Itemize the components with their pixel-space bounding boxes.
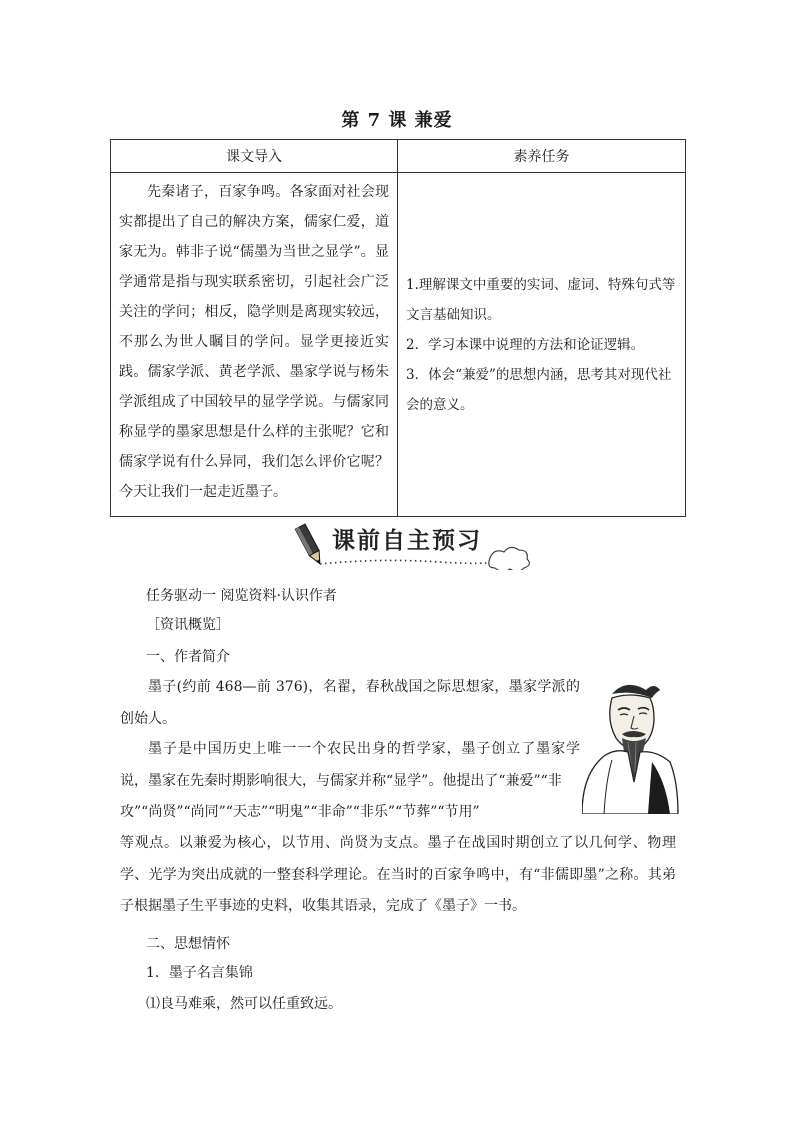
preview-banner [290, 518, 535, 570]
task-item: 1.理解课文中重要的实词、虚词、特殊句式等文言基础知识。 [406, 276, 676, 323]
lesson-title: 第 7 课 兼爱 [341, 110, 453, 131]
author-paragraph-1: 墨子(约前 468—前 376)，名翟，春秋战国之际思想家，墨家学派的创始人。 [120, 679, 580, 727]
header-literacy-tasks: 素养任务 [398, 140, 686, 173]
lesson-intro-table [110, 139, 686, 517]
task-item: 2．学习本课中说理的方法和论证逻辑。 [406, 336, 645, 353]
info-overview-label: ［资讯概览］ [146, 617, 230, 633]
author-paragraph-2b: 攻”“尚贤”“尚同”“天志”“明鬼”“非命”“非乐”“节葬”“节用” [120, 804, 480, 820]
author-paragraph-2c: 等观点。以兼爱为核心，以节用、尚贤为支点。墨子在战国时期创立了以几何学、物理学、光学为突出成就的一整套科学理论。在当时的百家争鸣中，有“非儒即墨”之称。其弟子根据墨子生平事迹的史料，收集其语录，完成了《墨子》一书。 [120, 835, 676, 914]
author-paragraph-2a: 墨子是中国历史上唯一一个农民出身的哲学家，墨子创立了墨家学说，墨家在先秦时期影响很大，与儒家并称“显学”。他提出了“兼爱”“非 [120, 741, 580, 789]
mozi-portrait-image [582, 676, 680, 814]
banner-title: 课前自主预习 [332, 527, 482, 554]
tasks-cell [398, 173, 686, 517]
task-item: 3．体会“兼爱”的思想内涵，思考其对现代社会的意义。 [406, 366, 672, 413]
header-lesson-intro: 课文导入 [111, 140, 398, 173]
intro-text-cell: 先秦诸子，百家争鸣。各家面对社会现实都提出了自己的解决方案，儒家仁爱，道家无为。韩非子说“儒墨为当世之显学”。显学通常是指与现实联系密切，引起社会广泛关注的学问；相反，隐学则是离现实较远，不那么为世人瞩目的学问。显学更接近实践。儒家学派、黄老学派、墨家学说与杨朱学派组成了中国较早的显学学说。与儒家同称显学的墨家思想是什么样的主张呢？它和儒家学说有什么异同，我们怎么评价它呢？今天让我们一起走近墨子。 [111, 173, 398, 517]
section-author-intro: 一、作者简介 [146, 649, 230, 665]
quote-item: ⑴良马难乘，然可以任重致远。 [146, 996, 342, 1012]
task-drive-heading: 任务驱动一 阅览资料·认识作者 [146, 588, 337, 604]
subsection-quotes: 1．墨子名言集锦 [146, 965, 253, 981]
section-thought: 二、思想情怀 [146, 936, 230, 952]
